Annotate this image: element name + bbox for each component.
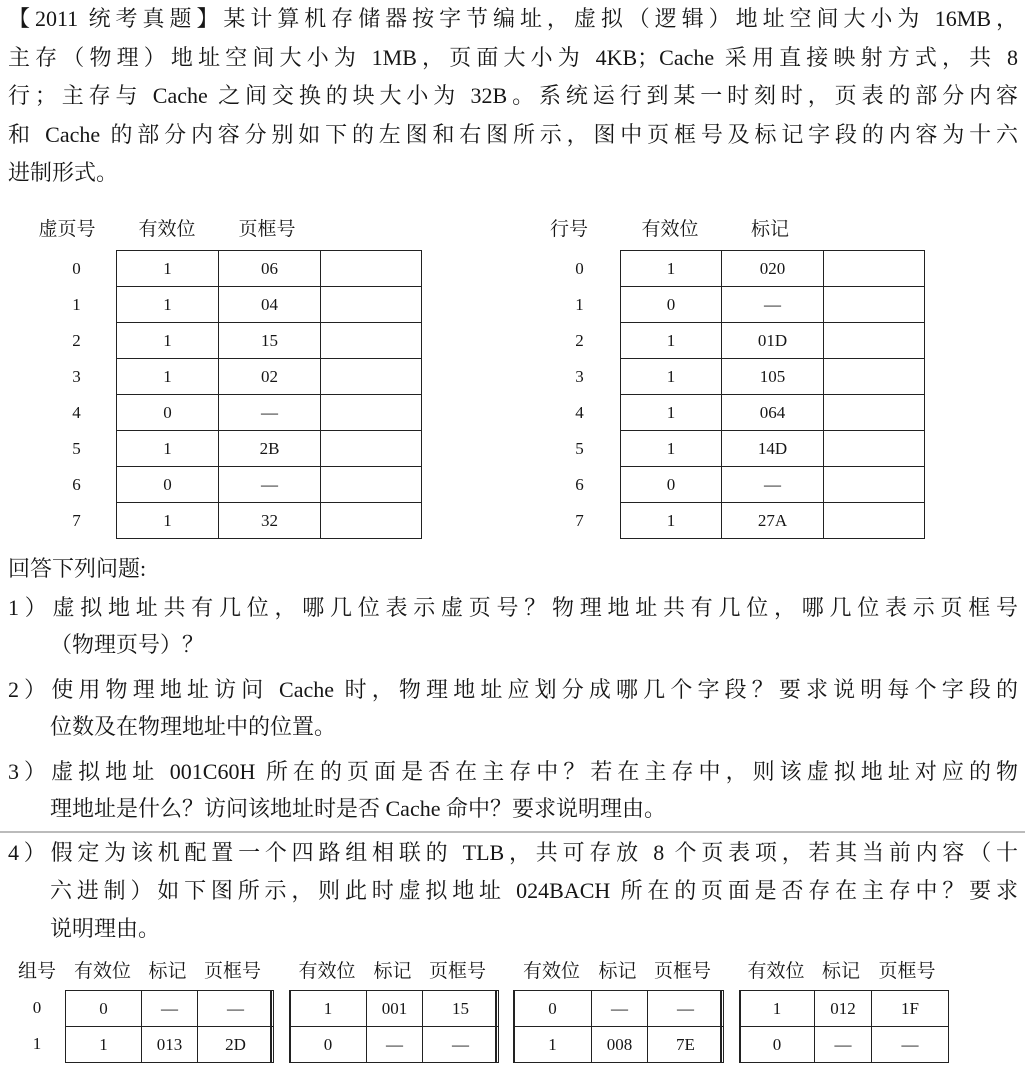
page-table-cell	[321, 251, 422, 287]
page-table-row-label: 6	[72, 474, 81, 494]
scan-divider	[0, 831, 1025, 833]
page-table-cell	[321, 359, 422, 395]
page-table-row-label: 1	[72, 294, 81, 314]
cache-table-cell: 27A	[722, 503, 824, 539]
cache-table-cell: 1	[621, 323, 722, 359]
cache-table-cell: 105	[722, 359, 824, 395]
tlb-way-separator	[289, 990, 291, 1062]
page-table-header: 虚页号	[38, 219, 96, 240]
page-table-cell: 06	[219, 251, 321, 287]
tlb-way-2-header: 页框号	[428, 961, 486, 982]
tlb-cell: —	[142, 991, 198, 1027]
tlb-group-number: 1	[32, 1034, 42, 1053]
tlb-group-number: 0	[32, 998, 42, 1017]
page-table-row-label: 7	[72, 510, 81, 530]
cache-table-row-label: 5	[575, 438, 584, 458]
cache-table-cell: 1	[621, 395, 722, 431]
cache-table-cell	[824, 395, 925, 431]
cache-table-row-label: 1	[575, 294, 584, 314]
cache-table-cell: —	[722, 287, 824, 323]
tlb-cell: 1F	[872, 991, 949, 1027]
tlb-cell: —	[367, 1027, 423, 1063]
cache-table-header: 标记	[750, 219, 789, 240]
tlb-cell: 001	[367, 991, 423, 1027]
tlb-cell: —	[423, 1027, 499, 1063]
tlb-cell: 15	[423, 991, 499, 1027]
tlb-way-1-header: 页框号	[203, 961, 261, 982]
tlb-way-1-entry	[65, 1026, 274, 1063]
page-table-cell: 0	[117, 467, 219, 503]
cache-table-row	[539, 251, 925, 287]
cache-table-row	[539, 467, 925, 503]
cache-table-cell: 1	[621, 431, 722, 467]
cache-table-cell	[824, 323, 925, 359]
page-table-cell: —	[219, 467, 321, 503]
cache-table-row-label: 2	[575, 330, 584, 350]
page-table-cell	[321, 503, 422, 539]
page-table-cell	[321, 431, 422, 467]
tlb-cell: 7E	[648, 1027, 724, 1063]
tlb-way-4-header: 标记	[821, 961, 860, 982]
cache-table-row-label: 3	[575, 366, 584, 386]
cache-table-row-label: 4	[575, 402, 584, 422]
tlb-cell: 1	[290, 991, 367, 1027]
page-table-row	[37, 359, 422, 395]
page-table-row	[37, 251, 422, 287]
cache-table-cell	[824, 467, 925, 503]
cache-table-cell	[824, 431, 925, 467]
tlb-cell: 0	[66, 991, 142, 1027]
page-table-cell: 1	[117, 359, 219, 395]
tlb-cell: 1	[66, 1027, 142, 1063]
cache-table-cell	[824, 503, 925, 539]
cache-table-cell	[824, 287, 925, 323]
cache-table-cell: 0	[621, 287, 722, 323]
page-table-cell	[321, 395, 422, 431]
cache-table-header: 有效位	[641, 219, 699, 240]
tlb-cell: 008	[592, 1027, 648, 1063]
tlb-entry-row	[514, 991, 724, 1027]
page-table-row	[37, 395, 422, 431]
page-table-cell: 1	[117, 431, 219, 467]
intro-line: 主存（物理）地址空间大小为 1MB，页面大小为 4KB；Cache 采用直接映射方式，共 8	[8, 45, 1018, 70]
tlb-entry-row	[290, 1027, 499, 1063]
tlb-way-3-header: 标记	[598, 961, 637, 982]
tlb-cell: 2D	[198, 1027, 274, 1063]
intro-line: 行；主存与 Cache 之间交换的块大小为 32B。系统运行到某一时刻时，页表的部分内容	[8, 83, 1018, 108]
tlb-cell: 012	[815, 991, 872, 1027]
page-table-cell: 1	[117, 323, 219, 359]
question-1-line: （物理页号）？	[50, 632, 205, 657]
page-table-cell: 1	[117, 503, 219, 539]
cache-table-row	[539, 359, 925, 395]
tlb-cell: —	[648, 991, 724, 1027]
tlb-entry-row	[66, 1027, 274, 1063]
tlb-entry-row	[514, 1027, 724, 1063]
tlb-way-1-header: 标记	[148, 961, 187, 982]
cache-table-cell: 0	[621, 467, 722, 503]
page-table-cell: —	[219, 395, 321, 431]
tlb-entry-row	[66, 991, 274, 1027]
intro-line: 【2011 统考真题】某计算机存储器按字节编址，虚拟（逻辑）地址空间大小为 16MB，	[8, 6, 1018, 31]
cache-table-row-label: 6	[575, 474, 584, 494]
cache-table-row	[539, 287, 925, 323]
tlb-way-1-entry	[65, 990, 274, 1027]
tlb-cell: 013	[142, 1027, 198, 1063]
cache-table-row-label: 0	[575, 258, 584, 278]
cache-table-cell	[824, 359, 925, 395]
tlb-way-separator	[270, 990, 272, 1062]
tlb-way-2-entry	[289, 990, 499, 1027]
cache-table-cell: 1	[621, 503, 722, 539]
question-4-line: 4）假定为该机配置一个四路组相联的 TLB，共可存放 8 个页表项，若其当前内容（十	[8, 840, 1018, 865]
page-table-cell: 0	[117, 395, 219, 431]
page-table-header: 页框号	[238, 219, 296, 240]
cache-table-cell: 1	[621, 251, 722, 287]
cache-table-cell: —	[722, 467, 824, 503]
page-table-cell	[321, 287, 422, 323]
tlb-cell: —	[815, 1027, 872, 1063]
cache-table-header: 行号	[549, 219, 588, 240]
tlb-cell: —	[198, 991, 274, 1027]
tlb-way-4-entry	[739, 990, 949, 1027]
question-4-line: 六进制）如下图所示，则此时虚拟地址 024BACH 所在的页面是否存在主存中？要求	[50, 878, 1018, 903]
question-2-line: 2）使用物理地址访问 Cache 时，物理地址应划分成哪几个字段？要求说明每个字段的	[8, 677, 1018, 702]
cache-table-row	[539, 395, 925, 431]
cache-table-row	[539, 503, 925, 539]
tlb-cell: 0	[290, 1027, 367, 1063]
tlb-cell: 1	[514, 1027, 592, 1063]
tlb-entry-row	[740, 991, 949, 1027]
tlb-way-3-entry	[513, 1026, 724, 1063]
tlb-cell: —	[592, 991, 648, 1027]
page-table-cell: 1	[117, 251, 219, 287]
cache-table-cell	[824, 251, 925, 287]
cache-table	[539, 250, 925, 539]
tlb-cell: 0	[740, 1027, 815, 1063]
intro-line: 和 Cache 的部分内容分别如下的左图和右图所示，图中页框号及标记字段的内容为十六	[8, 122, 1018, 147]
cache-table-cell: 020	[722, 251, 824, 287]
question-2-line: 位数及在物理地址中的位置。	[50, 714, 337, 739]
cache-table-cell: 1	[621, 359, 722, 395]
tlb-cell: 0	[514, 991, 592, 1027]
tlb-way-3-header: 页框号	[653, 961, 711, 982]
tlb-cell: —	[872, 1027, 949, 1063]
tlb-way-2-header: 标记	[373, 961, 412, 982]
page-table-cell	[321, 467, 422, 503]
cache-table-row-label: 7	[575, 510, 584, 530]
tlb-way-separator	[513, 990, 515, 1062]
tlb-way-2-entry	[289, 1026, 499, 1063]
question-3-line: 3）虚拟地址 001C60H 所在的页面是否在主存中？若在主存中，则该虚拟地址对应的物	[8, 759, 1018, 784]
cache-table-cell: 14D	[722, 431, 824, 467]
page-table-row	[37, 503, 422, 539]
page-table-cell: 1	[117, 287, 219, 323]
question-3-line: 理地址是什么？访问该地址时是否 Cache 命中？要求说明理由。	[50, 796, 666, 821]
tlb-way-separator	[720, 990, 722, 1062]
page-table-cell: 15	[219, 323, 321, 359]
page-table-cell: 32	[219, 503, 321, 539]
cache-table-row	[539, 323, 925, 359]
tlb-way-4-entry	[739, 1026, 949, 1063]
tlb-entry-row	[290, 991, 499, 1027]
cache-table-cell: 064	[722, 395, 824, 431]
cache-table-row	[539, 431, 925, 467]
tlb-way-2-header: 有效位	[298, 961, 356, 982]
page-table-row-label: 4	[72, 402, 81, 422]
page-table-row-label: 2	[72, 330, 81, 350]
tlb-way-separator	[739, 990, 741, 1062]
tlb-group-header: 组号	[17, 961, 56, 982]
page-table-row	[37, 287, 422, 323]
questions-heading: 回答下列问题:	[8, 556, 147, 581]
tlb-cell: 1	[740, 991, 815, 1027]
page-table-cell: 2B	[219, 431, 321, 467]
page-table-row	[37, 431, 422, 467]
page-table-cell: 04	[219, 287, 321, 323]
page-table-cell: 02	[219, 359, 321, 395]
page-table-header: 有效位	[138, 219, 196, 240]
tlb-way-1-header: 有效位	[73, 961, 131, 982]
page-table-cell	[321, 323, 422, 359]
tlb-entry-row	[740, 1027, 949, 1063]
tlb-way-3-entry	[513, 990, 724, 1027]
page-table-row-label: 0	[72, 258, 81, 278]
cache-table-cell: 01D	[722, 323, 824, 359]
page-table	[37, 250, 422, 539]
tlb-way-4-header: 有效位	[747, 961, 805, 982]
page-table-row-label: 5	[72, 438, 81, 458]
page-table-row	[37, 467, 422, 503]
tlb-way-separator	[495, 990, 497, 1062]
question-1-line: 1）虚拟地址共有几位，哪几位表示虚页号？物理地址共有几位，哪几位表示页框号	[8, 595, 1018, 620]
tlb-way-4-header: 页框号	[878, 961, 936, 982]
tlb-way-3-header: 有效位	[522, 961, 580, 982]
intro-line: 进制形式。	[8, 160, 119, 185]
page-table-row-label: 3	[72, 366, 81, 386]
page-table-row	[37, 323, 422, 359]
question-4-line: 说明理由。	[50, 916, 161, 941]
